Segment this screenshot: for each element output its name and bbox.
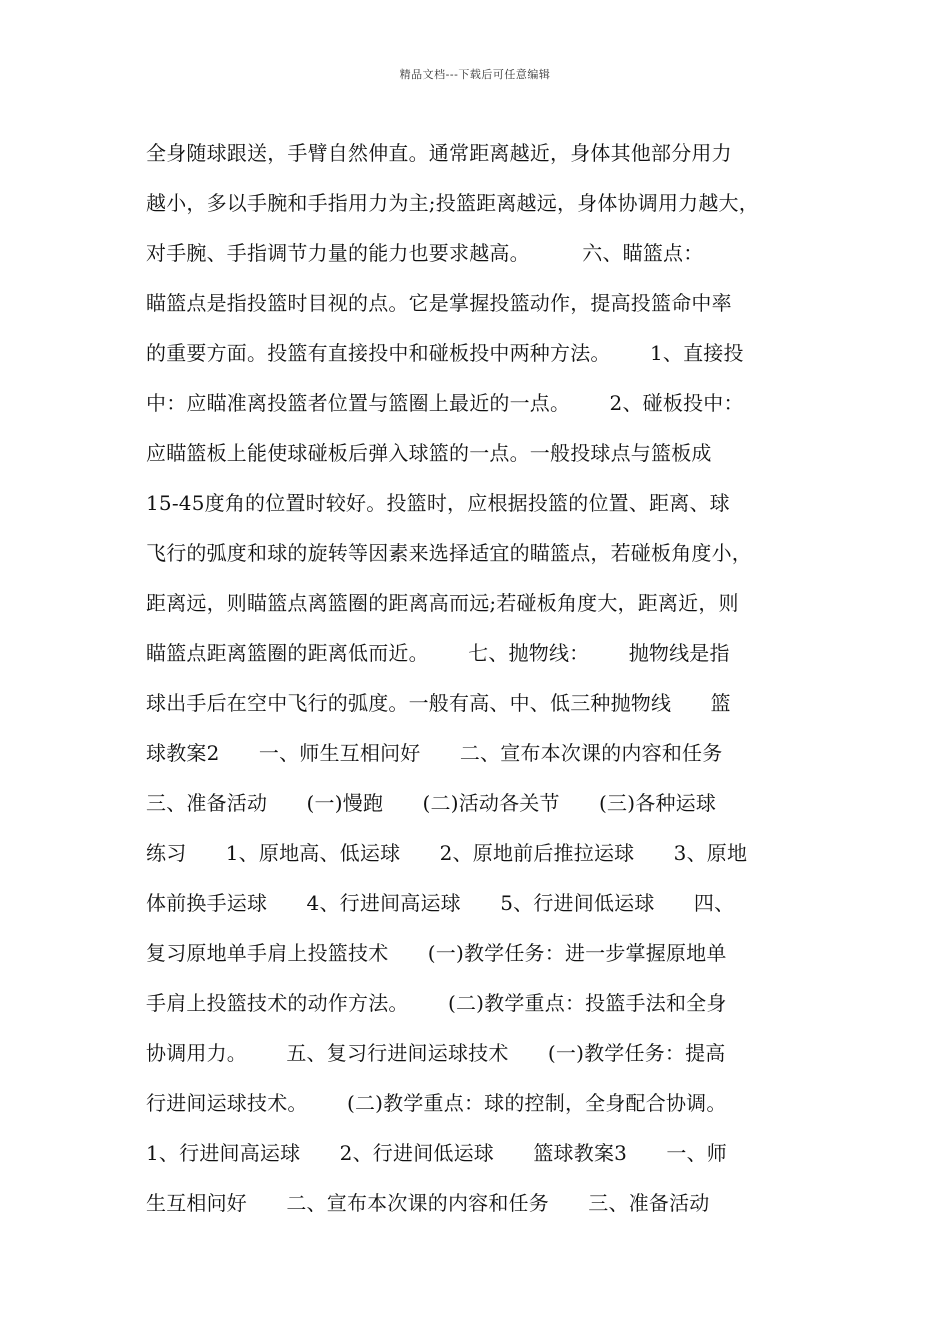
body-text <box>146 128 816 1228</box>
text-line: 复习原地单手肩上投篮技术 (一)教学任务：进一步掌握原地单 <box>146 941 727 965</box>
text-line: 对手腕、手指调节力量的能力也要求越高。 六、瞄篮点： <box>146 241 704 265</box>
text-line: 生互相问好 二、宣布本次课的内容和任务 三、准备活动 <box>146 1191 710 1215</box>
text-line: 距离远，则瞄篮点离篮圈的距离高而远;若碰板角度大，距离近，则 <box>146 591 739 615</box>
page-header: 精品文档---下载后可任意编辑 <box>399 68 551 81</box>
text-line: 三、准备活动 (一)慢跑 (二)活动各关节 (三)各种运球 <box>146 791 717 815</box>
text-line: 瞄篮点是指投篮时目视的点。它是掌握投篮动作，提高投篮命中率 <box>146 291 732 315</box>
text-line: 全身随球跟送，手臂自然伸直。通常距离越近，身体其他部分用力 <box>146 141 732 165</box>
text-line: 中：应瞄准离投篮者位置与篮圈上最近的一点。 2、碰板投中： <box>146 391 744 415</box>
text-line: 手肩上投篮技术的动作方法。 (二)教学重点：投篮手法和全身 <box>146 991 727 1015</box>
text-line: 的重要方面。投篮有直接投中和碰板投中两种方法。 1、直接投 <box>146 341 744 365</box>
text-line: 球出手后在空中飞行的弧度。一般有高、中、低三种抛物线 篮 <box>146 691 731 715</box>
text-line: 飞行的弧度和球的旋转等因素来选择适宜的瞄篮点，若碰板角度小， <box>146 541 752 565</box>
text-line: 行进间运球技术。 (二)教学重点：球的控制，全身配合协调。 <box>146 1091 727 1115</box>
text-line: 瞄篮点距离篮圈的距离低而近。 七、抛物线： 抛物线是指 <box>146 641 730 665</box>
text-line: 越小，多以手腕和手指用力为主;投篮距离越远，身体协调用力越大， <box>146 191 759 215</box>
text-line: 练习 1、原地高、低运球 2、原地前后推拉运球 3、原地 <box>146 841 748 865</box>
text-line: 应瞄篮板上能使球碰板后弹入球篮的一点。一般投球点与篮板成 <box>146 441 712 465</box>
text-line: 15-45度角的位置时较好。投篮时，应根据投篮的位置、距离、球 <box>146 491 730 515</box>
text-line: 1、行进间高运球 2、行进间低运球 篮球教案3 一、师 <box>146 1141 728 1165</box>
text-line: 球教案2 一、师生互相问好 二、宣布本次课的内容和任务 <box>146 741 723 765</box>
text-line: 协调用力。 五、复习行进间运球技术 (一)教学任务：提高 <box>146 1041 726 1065</box>
text-line: 体前换手运球 4、行进间高运球 5、行进间低运球 四、 <box>146 891 735 915</box>
